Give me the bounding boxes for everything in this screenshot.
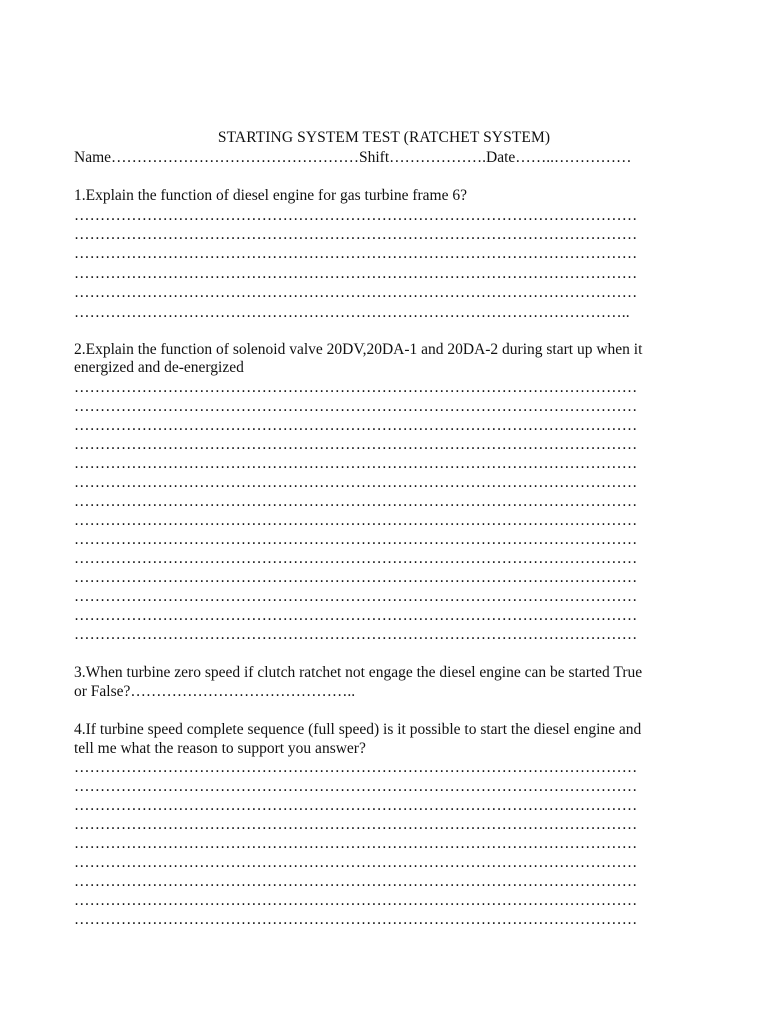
answer-line: ……………………………………………………………………………………………… bbox=[74, 245, 638, 262]
answer-line: ……………………………………………………………………………………………… bbox=[74, 226, 638, 243]
answer-line: ……………………………………………………………………………………………… bbox=[74, 797, 638, 814]
answer-line: ……………………………………………………………………………………………… bbox=[74, 531, 638, 548]
question-4-line-1: 4.If turbine speed complete sequence (full speed) is it possible to start the diesel engine and bbox=[74, 721, 642, 738]
answer-line: ……………………………………………………………………………………………… bbox=[74, 265, 638, 282]
name-shift-date-line: Name…………………………………………Shift……………….Date……..…………… bbox=[74, 149, 632, 166]
answer-line: ……………………………………………………………………………………………… bbox=[74, 284, 638, 301]
question-4-line-2: tell me what the reason to support you answer? bbox=[74, 740, 366, 757]
answer-line: ……………………………………………………………………………………………… bbox=[74, 417, 638, 434]
answer-line: ……………………………………………………………………………………………… bbox=[74, 911, 638, 928]
answer-line: …………………………………………………………………………………………….. bbox=[74, 304, 630, 321]
answer-line: ……………………………………………………………………………………………… bbox=[74, 778, 638, 795]
answer-line: ……………………………………………………………………………………………… bbox=[74, 436, 638, 453]
answer-line: ……………………………………………………………………………………………… bbox=[74, 512, 638, 529]
answer-line: ……………………………………………………………………………………………… bbox=[74, 854, 638, 871]
answer-line: ……………………………………………………………………………………………… bbox=[74, 550, 638, 567]
question-2-line-2: energized and de-energized bbox=[74, 359, 244, 376]
answer-line: ……………………………………………………………………………………………… bbox=[74, 474, 638, 491]
answer-line: ……………………………………………………………………………………………… bbox=[74, 835, 638, 852]
answer-line: ……………………………………………………………………………………………… bbox=[74, 379, 638, 396]
answer-line: ……………………………………………………………………………………………… bbox=[74, 607, 638, 624]
answer-line: ……………………………………………………………………………………………… bbox=[74, 569, 638, 586]
answer-line: ……………………………………………………………………………………………… bbox=[74, 873, 638, 890]
answer-line: ……………………………………………………………………………………………… bbox=[74, 588, 638, 605]
answer-line: ……………………………………………………………………………………………… bbox=[74, 759, 638, 776]
question-1: 1.Explain the function of diesel engine for gas turbine frame 6? bbox=[74, 187, 467, 204]
document-title: STARTING SYSTEM TEST (RATCHET SYSTEM) bbox=[217, 129, 551, 146]
answer-line: ……………………………………………………………………………………………… bbox=[74, 892, 638, 909]
answer-line: ……………………………………………………………………………………………… bbox=[74, 455, 638, 472]
question-3-line-1: 3.When turbine zero speed if clutch ratchet not engage the diesel engine can be started True bbox=[74, 664, 643, 681]
question-3-line-2: or False?…………………………………….. bbox=[74, 683, 356, 700]
answer-line: ……………………………………………………………………………………………… bbox=[74, 398, 638, 415]
question-2-line-1: 2.Explain the function of solenoid valve 20DV,20DA-1 and 20DA-2 during start up when it bbox=[74, 341, 643, 358]
answer-line: ……………………………………………………………………………………………… bbox=[74, 207, 638, 224]
answer-line: ……………………………………………………………………………………………… bbox=[74, 816, 638, 833]
answer-line: ……………………………………………………………………………………………… bbox=[74, 493, 638, 510]
answer-line: ……………………………………………………………………………………………… bbox=[74, 626, 638, 643]
